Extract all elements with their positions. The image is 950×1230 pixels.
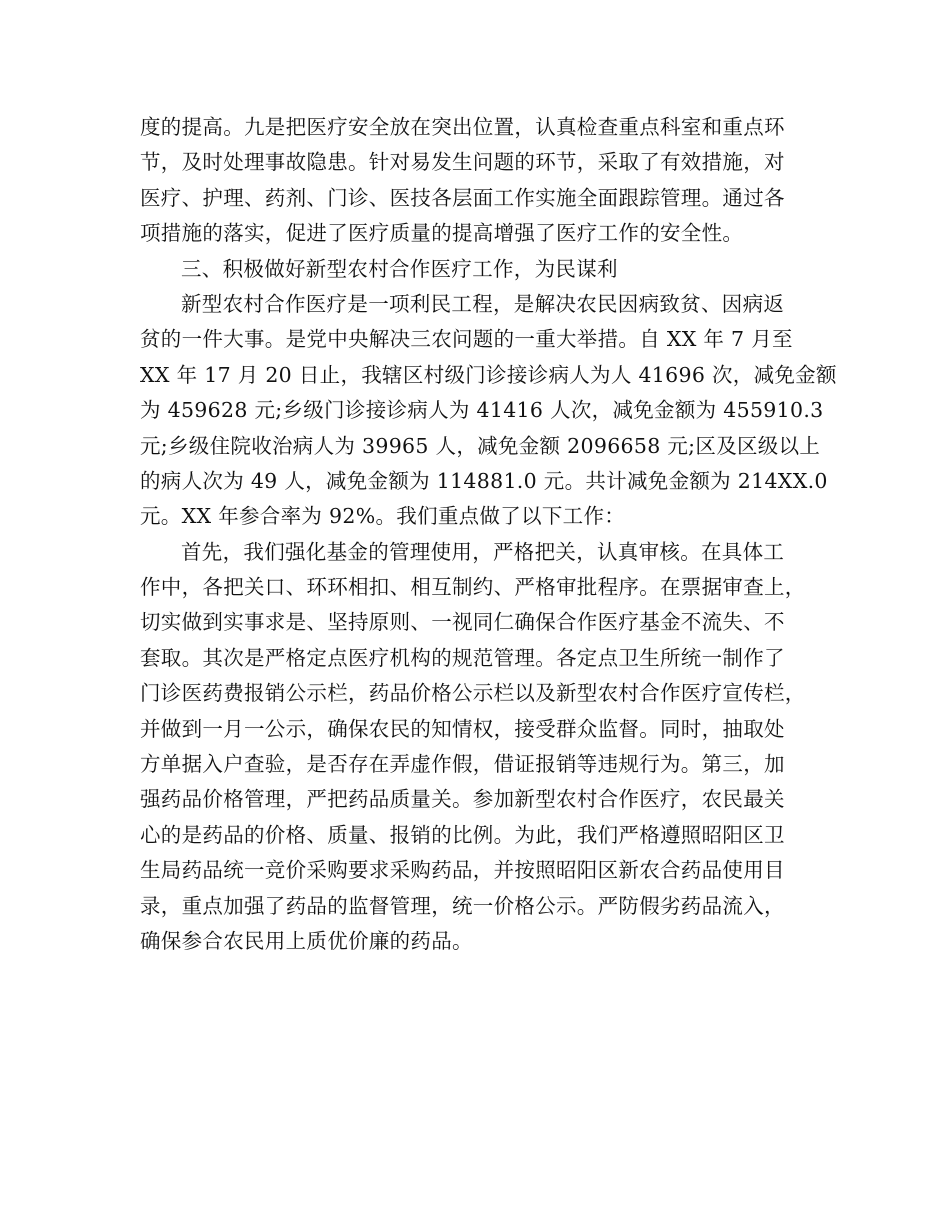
text-line: 切实做到实事求是、坚持原则、一视同仁确保合作医疗基金不流失、不 [140, 610, 785, 635]
text-line: 作中，各把关口、环环相扣、相互制约、严格审批程序。在票据审查上， [140, 575, 806, 600]
text-line: 方单据入户查验，是否存在弄虚作假，借证报销等违规行为。第三，加 [140, 752, 785, 777]
text-line: 的病人次为 49 人，减免金额为 114881.0 元。共计减免金额为 214XX.0 [140, 468, 828, 493]
text-line: 三、积极做好新型农村合作医疗工作，为民谋利 [181, 256, 618, 281]
text-line: 医疗、护理、药剂、门诊、医技各层面工作实施全面跟踪管理。通过各 [140, 185, 785, 210]
text-line: 新型农村合作医疗是一项利民工程，是解决农民因病致贫、因病返 [181, 291, 785, 316]
text-line: XX 年 17 月 20 日止，我辖区村级门诊接诊病人为人 41696 次，减免金额 [140, 362, 837, 387]
text-line: 心的是药品的价格、质量、报销的比例。为此，我们严格遵照昭阳区卫 [140, 822, 785, 847]
document-body [140, 110, 837, 959]
text-line: 套取。其次是严格定点医疗机构的规范管理。各定点卫生所统一制作了 [140, 645, 785, 670]
text-line: 首先，我们强化基金的管理使用，严格把关，认真审核。在具体工 [181, 539, 785, 564]
text-line: 为 459628 元;乡级门诊接诊病人为 41416 人次，减免金额为 455910.3 [140, 398, 824, 423]
text-line: 确保参合农民用上质优价廉的药品。 [140, 928, 473, 953]
text-line: 节，及时处理事故隐患。针对易发生问题的环节，采取了有效措施，对 [140, 150, 785, 175]
text-line: 录，重点加强了药品的监督管理，统一价格公示。严防假劣药品流入， [140, 893, 785, 918]
text-line: 贫的一件大事。是党中央解决三农问题的一重大举措。自 XX 年 7 月至 [140, 327, 793, 352]
text-line: 生局药品统一竞价采购要求采购药品，并按照昭阳区新农合药品使用目 [140, 858, 785, 883]
text-line: 门诊医药费报销公示栏，药品价格公示栏以及新型农村合作医疗宣传栏， [140, 681, 806, 706]
text-line: 元;乡级住院收治病人为 39965 人，减免金额 2096658 元;区及区级以上 [140, 433, 821, 458]
text-line: 强药品价格管理，严把药品质量关。参加新型农村合作医疗，农民最关 [140, 787, 785, 812]
text-line: 元。XX 年参合率为 92%。我们重点做了以下工作： [140, 504, 626, 529]
text-line: 并做到一月一公示，确保农民的知情权，接受群众监督。同时，抽取处 [140, 716, 785, 741]
text-line: 项措施的落实，促进了医疗质量的提高增强了医疗工作的安全性。 [140, 221, 744, 246]
text-line: 度的提高。九是把医疗安全放在突出位置，认真检查重点科室和重点环 [140, 115, 785, 139]
